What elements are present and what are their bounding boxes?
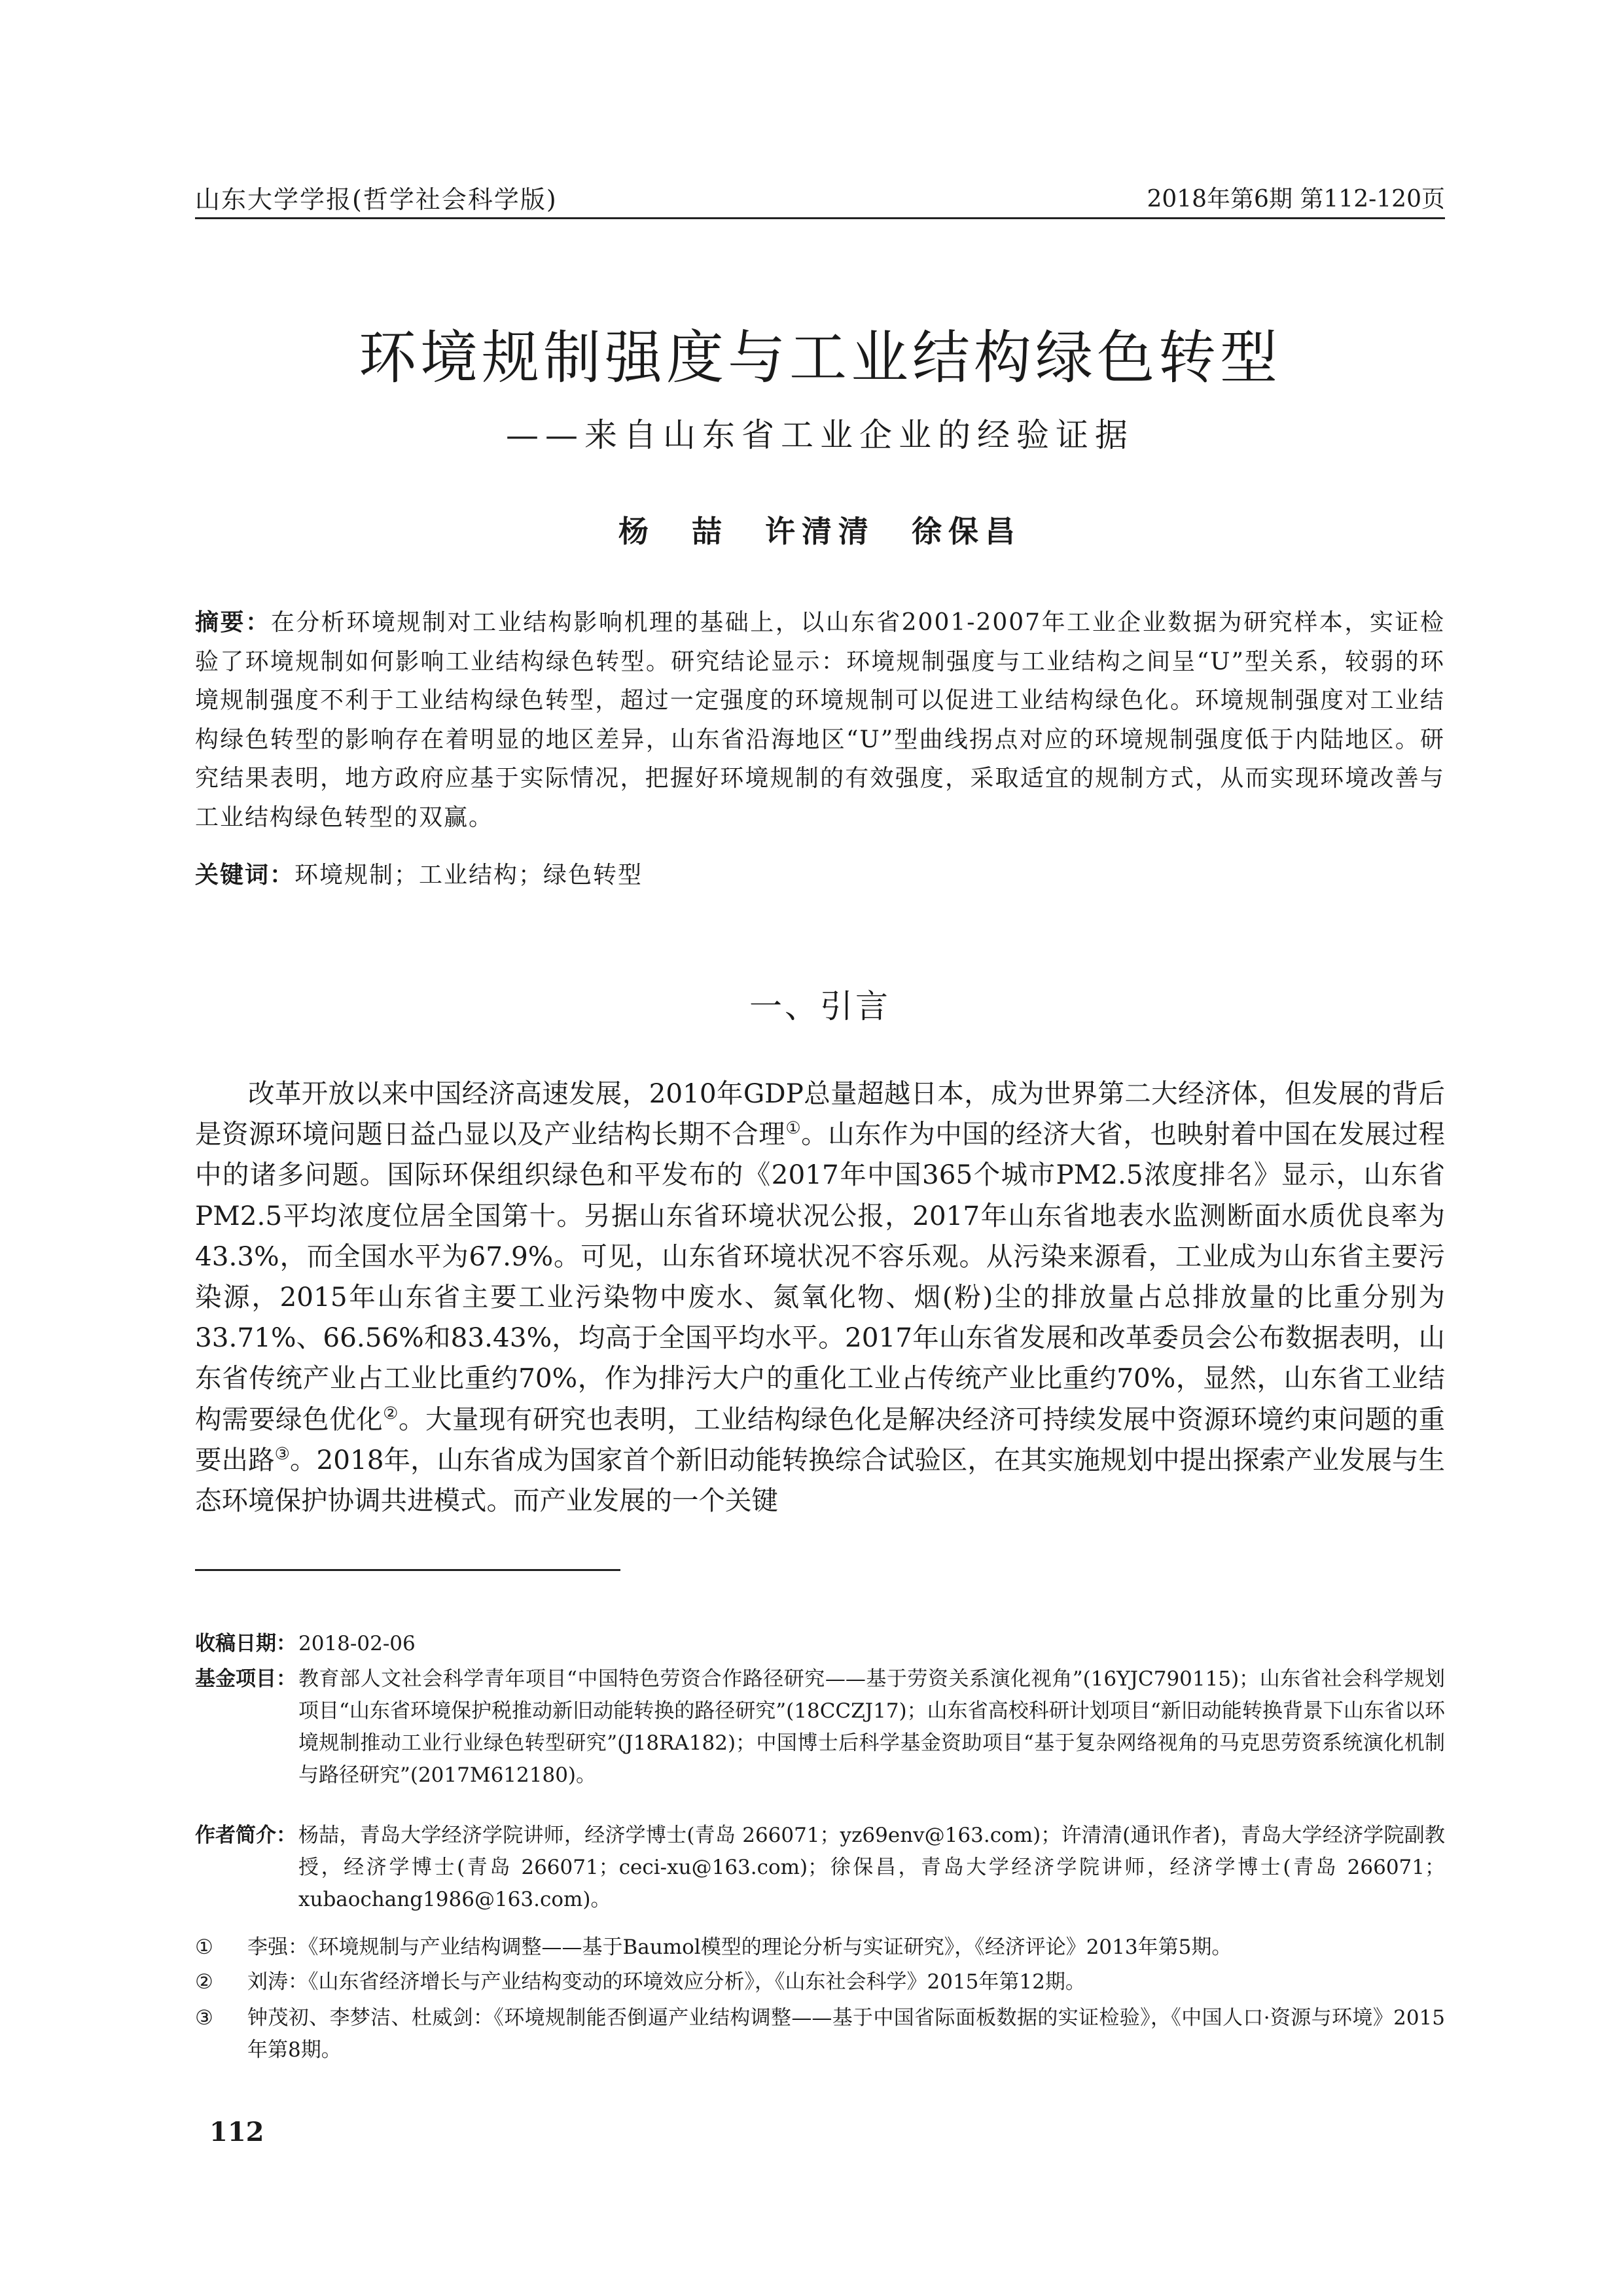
body-text-part: 。山东作为中国的经济大省，也映射着中国在发展过程中的诸多问题。国际环保组织绿色和平发布的《2017年中国365个城市PM2.5浓度排名》显示，山东省PM2.5平均浓度位居全国第十。另据山东省环境状况公报，2017年山东省地表水监测断面水质优良率为43.3%，而全国水平为67.9%。可见，山东省环境状况不容乐观。从污染来源看，工业成为山东省主要污染源，2015年山东省主要工业污染物中废水、氮氧化物、烟(粉)尘的排放量占总排放量的比重分别为33.71%、66.56%和83.43%，均高于全国平均水平。2017年山东省发展和改革委员会公布数据表明，山东省传统产业占工业比重约70%，作为排污大户的重化工业占传统产业比重约70%，显然，山东省工业结构需要绿色优化 [195,1118,1445,1435]
funding-text: 教育部人文社会科学青年项目“中国特色劳资合作路径研究——基于劳资关系演化视角”(16YJC790115)；山东省社会科学规划项目“山东省环境保护税推动新旧动能转换的路径研究”(18CCZJ17)；山东省高校科研计划项目“新旧动能转换背景下山东省以环境规制推动工业行业绿色转型研究”(J18RA182)；中国博士后科学基金资助项目“基于复杂网络视角的马克思劳资系统演化机制与路径研究”(2017M612180)。 [298,1667,1445,1787]
body-paragraph [195,1073,1445,1521]
footnote-ref[interactable]: ① [785,1118,802,1139]
footnote [195,1966,1445,1998]
author-bio-text: 杨喆，青岛大学经济学院讲师，经济学博士(青岛 266071；yz69env@163.com)；许清清(通讯作者)，青岛大学经济学院副教授，经济学博士(青岛 266071；ceci-xu@163.com)；徐保昌，青岛大学经济学院讲师，经济学博士(青岛 266071；xubaochang1986@163.com)。 [298,1824,1445,1911]
keywords [195,855,1445,895]
footnote [195,1932,1445,1964]
body-text-part: 改革开放以来中国经济高速发展，2010年GDP总量超越日本，成为世界第二大经济体，但发展的背后是资源环境问题日益凸显以及产业结构长期不合理 [195,1078,1445,1150]
received-value: 2018-02-06 [298,1632,416,1655]
author-bio [195,1820,1445,1916]
author-list: 杨 喆 许清清 徐保昌 [618,514,1022,549]
running-header [195,185,1445,219]
body-text-part: 。2018年，山东省成为国家首个新旧动能转换综合试验区，在其实施规划中提出探索产业发展与生态环境保护协调共进模式。而产业发展的一个关键 [195,1443,1446,1517]
author-bio-label: 作者简介： [195,1824,296,1847]
page-number: 112 [209,2117,264,2147]
footnote-text: 钟茂初、李梦洁、杜威剑：《环境规制能否倒逼产业结构调整——基于中国省际面板数据的实证检验》，《中国人口·资源与环境》2015年第8期。 [247,2006,1445,2062]
footnote-ref[interactable]: ③ [274,1444,290,1464]
article-subtitle: ——来自山东省工业企业的经验证据 [506,416,1134,454]
footnote-mark: ③ [195,2006,213,2030]
article-title: 环境规制强度与工业结构绿色转型 [358,324,1281,391]
keywords-text: 环境规制；工业结构；绿色转型 [294,862,643,889]
funding-note [195,1663,1445,1792]
abstract-text: 在分析环境规制对工业结构影响机理的基础上，以山东省2001-2007年工业企业数据为研究样本，实证检验了环境规制如何影响工业结构绿色转型。研究结论显示：环境规制强度与工业结构之间呈“U”型关系，较弱的环境规制强度不利于工业结构绿色转型，超过一定强度的环境规制可以促进工业结构绿色化。环境规制强度对工业结构绿色转型的影响存在着明显的地区差异，山东省沿海地区“U”型曲线拐点对应的环境规制强度低于内陆地区。研究结果表明，地方政府应基于实际情况，把握好环境规制的有效强度，采取适宜的规制方式，从而实现环境改善与工业结构绿色转型的双赢。 [195,609,1445,831]
abstract [195,603,1445,838]
footnote-mark: ② [195,1970,213,1994]
funding-label: 基金项目： [195,1667,296,1691]
footnote-separator [195,1569,620,1571]
received-label: 收稿日期： [195,1632,296,1655]
footnote-mark: ① [195,1935,213,1959]
footnote-text: 李强：《环境规制与产业结构调整——基于Baumol模型的理论分析与实证研究》，《经济评论》2013年第5期。 [247,1935,1232,1959]
footnote-ref[interactable]: ② [383,1404,399,1424]
keywords-label: 关键词： [195,861,295,889]
issue-info: 2018年第6期 第112-120页 [1147,186,1445,213]
received-date [195,1628,1445,1660]
footnote-text: 刘涛：《山东省经济增长与产业结构变动的环境效应分析》，《山东社会科学》2015年第12期。 [247,1970,1086,1994]
section-heading: 一、引言 [749,987,891,1025]
footnote [195,2002,1445,2066]
abstract-label: 摘要： [195,609,271,636]
body-text-part: 。大量现有研究也表明，工业结构绿色化是解决经济可持续发展中资源环境约束问题的重要出路 [195,1403,1446,1475]
journal-name: 山东大学学报(哲学社会科学版) [195,185,558,214]
